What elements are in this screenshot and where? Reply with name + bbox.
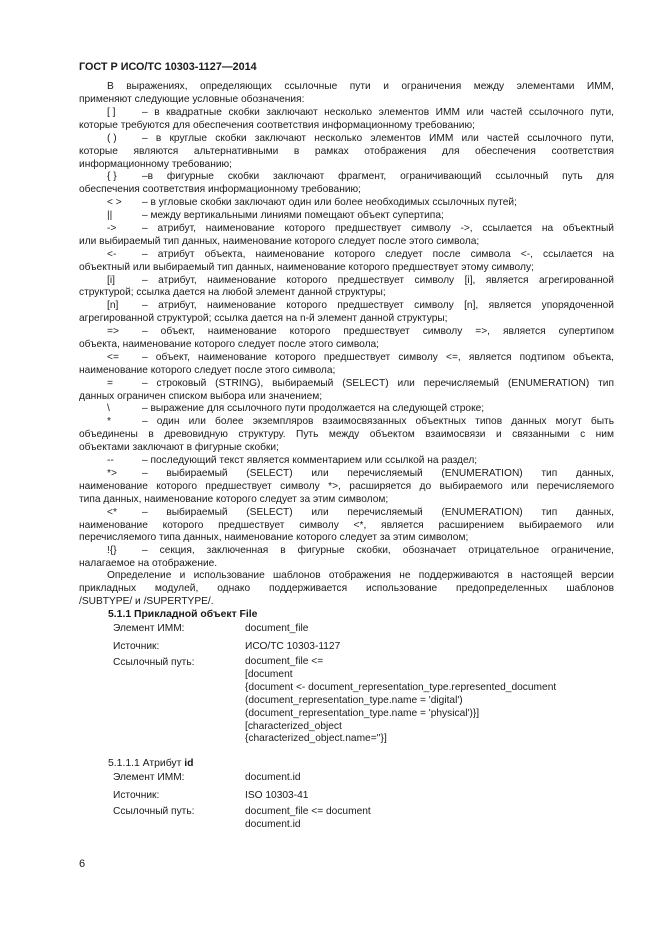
reference-path-line: (document_representation_type.name = 'digital') — [245, 694, 463, 706]
notation-description: –в фигурные скобки заключают фрагмент, ограничивающий ссылочный путь для — [142, 171, 614, 183]
notation-line — [79, 184, 614, 197]
notation-description: информационному требованию; — [79, 158, 232, 170]
notation-line — [79, 223, 614, 236]
notation-line — [79, 287, 614, 300]
notation-description: – объект, наименование которого предшествует символу =>, является супертипом — [142, 326, 614, 338]
row-value: ISO 10303-41 — [245, 790, 309, 801]
reference-path-line: [characterized_object — [245, 720, 342, 732]
notation-description: – атрибут объекта, наименование которого следует после символа <-, ссылается на — [142, 248, 614, 260]
notation-description: наименование которого следует после этого символа; — [79, 364, 336, 376]
notation-symbol: [ ] — [107, 107, 116, 118]
notation-description: перечисляемого типа данных, наименование которого следует за этим символом; — [79, 532, 469, 544]
notation-symbol: -- — [107, 455, 114, 467]
notation-description: которые требуются для обеспечения соответствия информационному требованию; — [79, 119, 475, 131]
notation-symbol: <* — [107, 506, 117, 518]
row-label: Источник: — [113, 641, 160, 652]
notation-line — [79, 313, 614, 326]
notation-line — [79, 455, 614, 468]
row-value: document_file — [245, 623, 309, 634]
document-header: ГОСТ Р ИСО/ТС 10303-1127—2014 — [79, 61, 257, 73]
notation-description: наименование которого предшествует символу *>, расширяется до выбираемого или перечисляемого — [79, 480, 614, 492]
notation-description: структурой; ссылка дается на любой элемент данной структуры; — [79, 287, 386, 299]
intro-paragraph — [79, 81, 614, 107]
reference-path-line: (document_representation_type.name = 'physical')}] — [245, 707, 480, 719]
notation-description: – строковый (STRING), выбираемый (SELECT) или перечисляемый (ENUMERATION) тип — [142, 377, 614, 389]
notation-description: обеспечения соответствия информационному требованию; — [79, 184, 361, 196]
row-label: Ссылочный путь: — [113, 806, 195, 817]
notation-symbol: || — [107, 210, 113, 222]
reference-path-line: [document — [245, 668, 293, 680]
notation-symbol: \ — [107, 403, 110, 415]
notation-line — [79, 352, 614, 365]
notation-description: – выбираемый (SELECT) или перечисляемый (ENUMERATION) тип данных, — [142, 506, 614, 518]
reference-path-line: document_file <= document — [245, 806, 371, 817]
notation-line — [79, 545, 614, 558]
page-number: 6 — [79, 858, 86, 870]
notation-line — [79, 146, 614, 159]
notation-line — [79, 378, 614, 391]
notation-line — [79, 262, 614, 275]
notation-line — [79, 159, 614, 172]
notation-line — [79, 416, 614, 429]
notation-description: налагаемое на отображение. — [79, 558, 218, 570]
notation-line — [79, 236, 614, 249]
notation-symbol: * — [107, 416, 111, 428]
notation-symbol: { } — [107, 171, 117, 183]
notation-description: объектами заключают в фигурные скобки; — [79, 442, 279, 454]
notation-description: агрегированной структурой; ссылка дается на n-й элемент данной структуры; — [79, 313, 448, 325]
notation-description: которые являются альтернативными в рамках отображения для обеспечения соответствия — [79, 145, 614, 157]
row-label: Элемент ИММ: — [113, 772, 185, 783]
notation-symbol: -> — [107, 223, 117, 235]
notation-description: – в квадратные скобки заключают несколько элементов ИММ или частей ссылочного пути, — [142, 107, 614, 118]
row-label: Источник: — [113, 790, 160, 801]
intro-line: применяют следующие условные обозначения: — [79, 93, 305, 105]
intro-line: В выражениях, определяющих ссылочные пути и ограничения между элементами ИММ, — [107, 81, 614, 92]
notation-line — [79, 442, 614, 455]
reference-path-line: document_file <= — [245, 656, 324, 667]
reference-path — [245, 656, 556, 746]
notation-symbol: <= — [107, 351, 119, 363]
notation-description: – атрибут, наименование которого предшествует символу ->, ссылается на объектный — [142, 223, 614, 235]
notation-symbol: [i] — [107, 274, 115, 286]
closing-paragraph — [79, 570, 614, 609]
row-value: document.id — [245, 772, 301, 783]
notation-description: – объект, наименование которого предшествует символу <=, является подтипом объекта, — [142, 351, 614, 363]
closing-line: /SUBTYPE/ и /SUPERTYPE/. — [79, 595, 214, 607]
notation-line — [79, 365, 614, 378]
row-label: Ссылочный путь: — [113, 657, 195, 668]
notation-line — [79, 210, 614, 223]
notation-description: – в круглые скобки заключают несколько элементов ИММ или частей ссылочного пути, — [142, 132, 614, 144]
notation-symbol: ( ) — [107, 132, 117, 144]
notation-description: наименование которого предшествует символу <*, является расширением выбираемого или — [79, 519, 614, 531]
notation-line — [79, 532, 614, 545]
notation-list — [79, 107, 614, 571]
notation-line — [79, 494, 614, 507]
notation-line — [79, 107, 614, 120]
closing-line: прикладных модулей, однако поддерживается использование предопределенных шаблонов — [79, 582, 614, 594]
notation-line — [79, 120, 614, 133]
notation-line — [79, 249, 614, 262]
notation-description: или выбираемый тип данных, наименование которого следует после этого символа; — [79, 235, 480, 247]
notation-line — [79, 507, 614, 520]
notation-symbol: !{} — [107, 545, 117, 557]
notation-line — [79, 468, 614, 481]
notation-description: данных ограничен списком выбора или значением; — [79, 390, 323, 402]
notation-line — [79, 403, 614, 416]
notation-symbol: < > — [107, 197, 122, 209]
section-title: 5.1.1 Прикладной объект File — [108, 609, 258, 620]
notation-line — [79, 429, 614, 442]
notation-description: – один или более экземпляров взаимосвязанных объектных типов данных могут быть — [142, 416, 614, 428]
notation-description: – выражение для ссылочного пути продолжается на следующей строке; — [142, 403, 485, 415]
notation-line — [79, 133, 614, 146]
notation-description: объекта, наименование которого следует после этого символа; — [79, 339, 380, 351]
notation-description: – последующий текст является комментарием или ссылкой на раздел; — [142, 455, 478, 467]
notation-symbol: *> — [107, 467, 117, 479]
notation-line — [79, 391, 614, 404]
reference-path-line: document.id — [245, 818, 301, 830]
notation-description: – секция, заключенная в фигурные скобки, обозначает отрицательное ограничение, — [142, 545, 614, 557]
notation-symbol: <- — [107, 248, 117, 260]
subsection-title-attr: id — [184, 758, 194, 769]
row-value: ИСО/ТС 10303-1127 — [245, 641, 341, 652]
notation-symbol: => — [107, 326, 119, 338]
notation-symbol: [n] — [107, 300, 119, 312]
notation-line — [79, 481, 614, 494]
notation-line — [79, 275, 614, 288]
subsection-title — [108, 758, 194, 769]
notation-line — [79, 171, 614, 184]
reference-path-line: {characterized_object.name=''}] — [245, 733, 387, 745]
row-label: Элемент ИММ: — [113, 623, 185, 634]
reference-path-line: {document <- document_representation_type.represented_document — [245, 681, 557, 693]
notation-line — [79, 300, 614, 313]
notation-line — [79, 520, 614, 533]
notation-line — [79, 339, 614, 352]
notation-description: – атрибут, наименование которого предшествует символу [n], является упорядоченной — [142, 300, 614, 312]
closing-line: Определение и использование шаблонов отображения не поддерживаются в настоящей версии — [107, 570, 614, 581]
subsection-title-prefix: 5.1.1.1 Атрибут — [108, 758, 185, 769]
notation-description: типа данных, наименование которого следует за этим символом; — [79, 493, 389, 505]
notation-symbol: = — [107, 377, 113, 389]
reference-path — [245, 806, 371, 832]
notation-description: – между вертикальными линиями помещают объект супертипа; — [142, 210, 444, 222]
notation-line — [79, 326, 614, 339]
notation-description: – в угловые скобки заключают один или более необходимых ссылочных путей; — [142, 197, 517, 209]
notation-description: объектный или выбираемый тип данных, наименование которого предшествует этому символу; — [79, 261, 534, 273]
notation-description: – выбираемый (SELECT) или перечисляемый (ENUMERATION) тип данных, — [142, 467, 614, 479]
notation-description: объединены в древовидную структуру. Путь между объектом взаимосвязи и связанными с ним — [79, 429, 614, 441]
notation-line — [79, 197, 614, 210]
notation-description: – атрибут, наименование которого предшествует символу [i], является агрегированной — [142, 274, 614, 286]
